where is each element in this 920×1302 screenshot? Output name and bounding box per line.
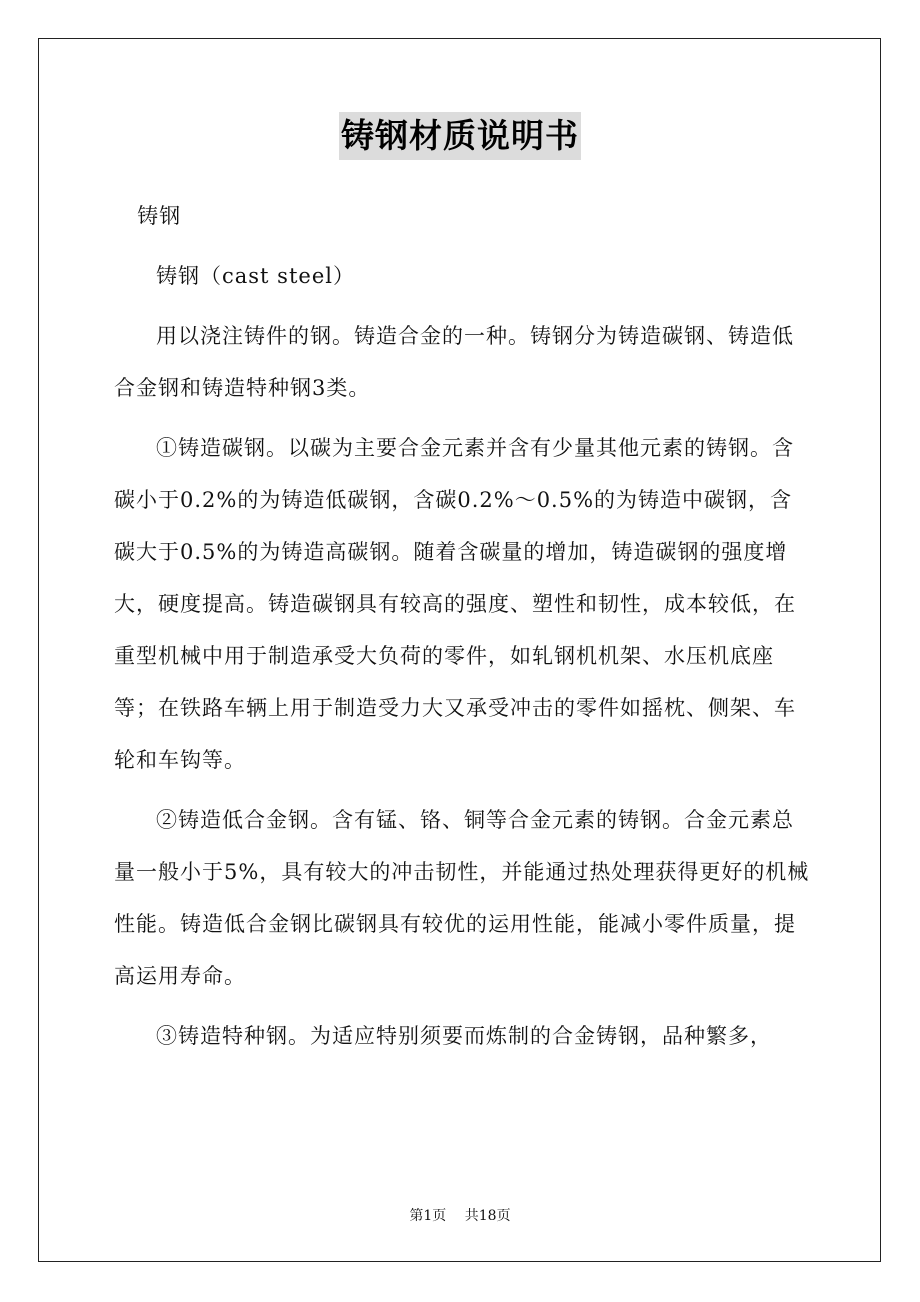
paragraph-carbon-steel: ①铸造碳钢。以碳为主要合金元素并含有少量其他元素的铸钢。含碳小于0.2%的为铸造低碳钢，含碳0.2%～0.5%的为铸造中碳钢，含碳大于0.5%的为铸造高碳钢。随着含碳量的增加，铸造碳钢的强度增大，硬度提高。铸造碳钢具有较高的强度、塑性和韧性，成本较低，在重型机械中用于制造承受大负荷的零件，如轧钢机机架、水压机底座等；在铁路车辆上用于制造受力大又承受冲击的零件如摇枕、侧架、车轮和车钩等。: [114, 436, 796, 772]
document-title: 铸钢材质说明书: [339, 112, 581, 160]
document-body: [114, 190, 814, 1062]
page-number: 第1页: [409, 1208, 447, 1224]
paragraph-intro: 用以浇注铸件的钢。铸造合金的一种。铸钢分为铸造碳钢、铸造低合金钢和铸造特种钢3类。: [114, 324, 794, 400]
paragraph-subheading: 铸钢（cast steel）: [156, 264, 355, 288]
page-footer: [0, 1205, 920, 1225]
paragraph-low-alloy-steel: ②铸造低合金钢。含有锰、铬、铜等合金元素的铸钢。合金元素总量一般小于5%，具有较大的冲击韧性，并能通过热处理获得更好的机械性能。铸造低合金钢比碳钢具有较优的运用性能，能减小零件质量，提高运用寿命。: [114, 808, 810, 988]
paragraph-heading: 铸钢: [137, 204, 182, 228]
title-container: [0, 112, 920, 160]
page-total: 共18页: [464, 1208, 511, 1224]
paragraph-special-steel: ③铸造特种钢。为适应特别须要而炼制的合金铸钢，品种繁多，: [156, 1024, 772, 1048]
